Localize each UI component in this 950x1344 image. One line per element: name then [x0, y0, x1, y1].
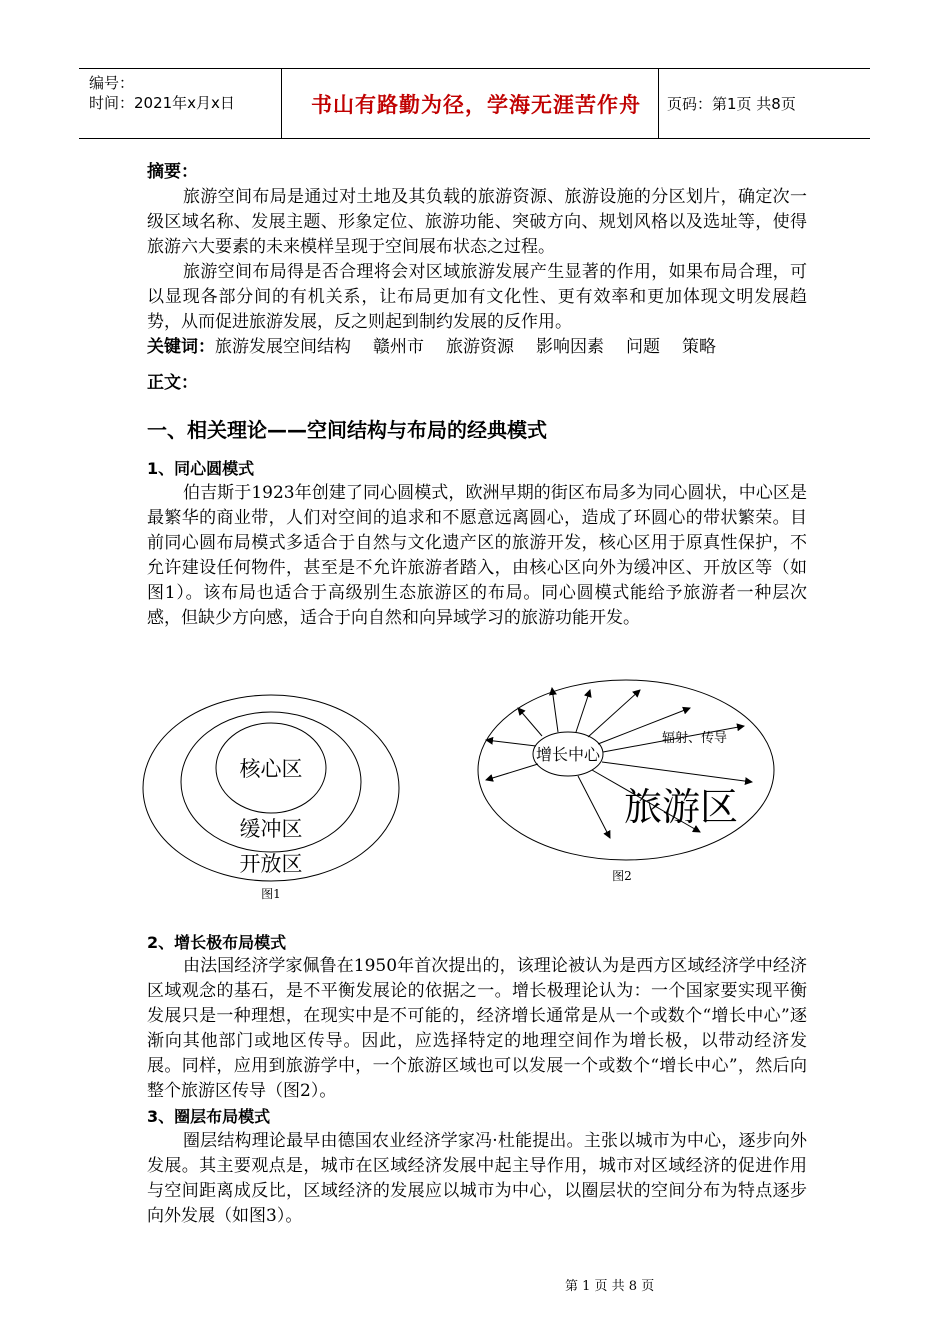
keyword: 旅游发展空间结构	[215, 337, 351, 357]
arrow	[576, 690, 590, 732]
header-divider	[281, 69, 282, 138]
open-zone-label: 开放区	[239, 852, 303, 876]
figure-1-caption: 图1	[261, 887, 281, 900]
buffer-zone-label: 缓冲区	[239, 817, 303, 841]
figure-2-caption: 图2	[612, 869, 632, 883]
keyword: 旅游资源	[446, 337, 514, 357]
abstract-paragraph-2: 旅游空间布局得是否合理将会对区域旅游发展产生显著的作用，如果布局合理，可以显现各部分间的有机关系，让布局更加有文化性、更有效率和更加体现文明发展趋势，从而促进旅游发展，反之则起到制约发展的反作用。	[147, 262, 807, 332]
abstract-title: 摘要：	[147, 162, 198, 182]
page-header	[79, 68, 870, 139]
number-label: 编号：	[89, 74, 135, 92]
tourism-zone-boundary	[478, 680, 774, 860]
figure-2	[478, 680, 774, 883]
subsection-3-title: 3、圈层布局模式	[147, 1107, 271, 1126]
arrow	[602, 762, 752, 782]
time-label: 时间：2021年x月x日	[89, 94, 235, 112]
figure-1	[143, 695, 399, 900]
subsection-1-title: 1、同心圆模式	[147, 459, 255, 478]
page-footer: 第 1 页 共 8 页	[565, 1279, 655, 1294]
keyword: 影响因素	[536, 337, 604, 357]
tourism-zone-label: 旅游区	[624, 785, 739, 829]
arrow	[486, 764, 538, 780]
radiation-label: 辐射、传导	[662, 731, 728, 746]
body-label: 正文：	[147, 373, 198, 393]
subsection-3-text: 圈层结构理论最早由德国农业经济学家冯·杜能提出。主张以城市为中心，逐步向外发展。其主要观点是，城市在区域经济发展中起主导作用，城市对区域经济的促进作用与空间距离成反比，区域经济的发展应以城市为中心，以圈层状的空间分布为特点逐步向外发展（如图3）。	[147, 1131, 807, 1226]
keyword: 问题	[626, 337, 660, 357]
abstract-paragraph-1: 旅游空间布局是通过对土地及其负载的旅游资源、旅游设施的分区划片，确定次一级区域名称、发展主题、形象定位、旅游功能、突破方向、规划风格以及选址等，使得旅游六大要素的未来模样呈现于空间展布状态之过程。	[147, 187, 807, 257]
arrow	[486, 740, 536, 746]
keyword: 策略	[682, 337, 716, 357]
arrow	[578, 776, 610, 838]
subsection-2-title: 2、增长极布局模式	[147, 933, 287, 952]
keyword: 赣州市	[373, 337, 424, 357]
arrow	[518, 708, 542, 736]
subsection-1-text: 伯吉斯于1923年创建了同心圆模式，欧洲早期的街区布局多为同心圆状，中心区是最繁华的商业带，人们对空间的追求和不愿意远离圆心，造成了环圆心的带状繁荣。目前同心圆布局模式多适合于自然与文化遗产区的旅游开发，核心区用于原真性保护，不允许建设任何物件，甚至是不允许旅游者踏入，由核心区向外为缓冲区、开放区等（如图1）。该布局也适合于高级别生态旅游区的布局。同心圆模式能给予旅游者一种层次感，但缺少方向感，适合于向自然和向异域学习的旅游功能开发。	[147, 483, 807, 628]
arrow	[552, 688, 558, 732]
arrow	[588, 690, 640, 737]
section-title: 一、相关理论——空间结构与布局的经典模式	[147, 418, 547, 442]
keywords	[147, 335, 807, 360]
growth-center-label: 增长中心	[535, 745, 601, 764]
figures	[140, 670, 820, 900]
subsection-2-text: 由法国经济学家佩鲁在1950年首次提出的，该理论被认为是西方区域经济学中经济区域观念的基石，是不平衡发展论的依据之一。增长极理论认为：一个国家要实现平衡发展只是一种理想，在现实中是不可能的，经济增长通常是从一个或数个“增长中心”逐渐向其他部门或地区传导。因此，应选择特定的地理空间作为增长极，以带动经济发展。同样，应用到旅游学中，一个旅游区域也可以发展一个或数个“增长中心”，然后向整个旅游区传导（图2）。	[147, 956, 807, 1101]
core-zone-label: 核心区	[239, 757, 303, 781]
motto: 书山有路勤为径，学海无涯苦作舟	[311, 93, 641, 117]
header-meta	[89, 73, 235, 113]
page-info: 页码：第1页 共8页	[667, 95, 796, 113]
keywords-label: 关键词：	[147, 337, 215, 357]
